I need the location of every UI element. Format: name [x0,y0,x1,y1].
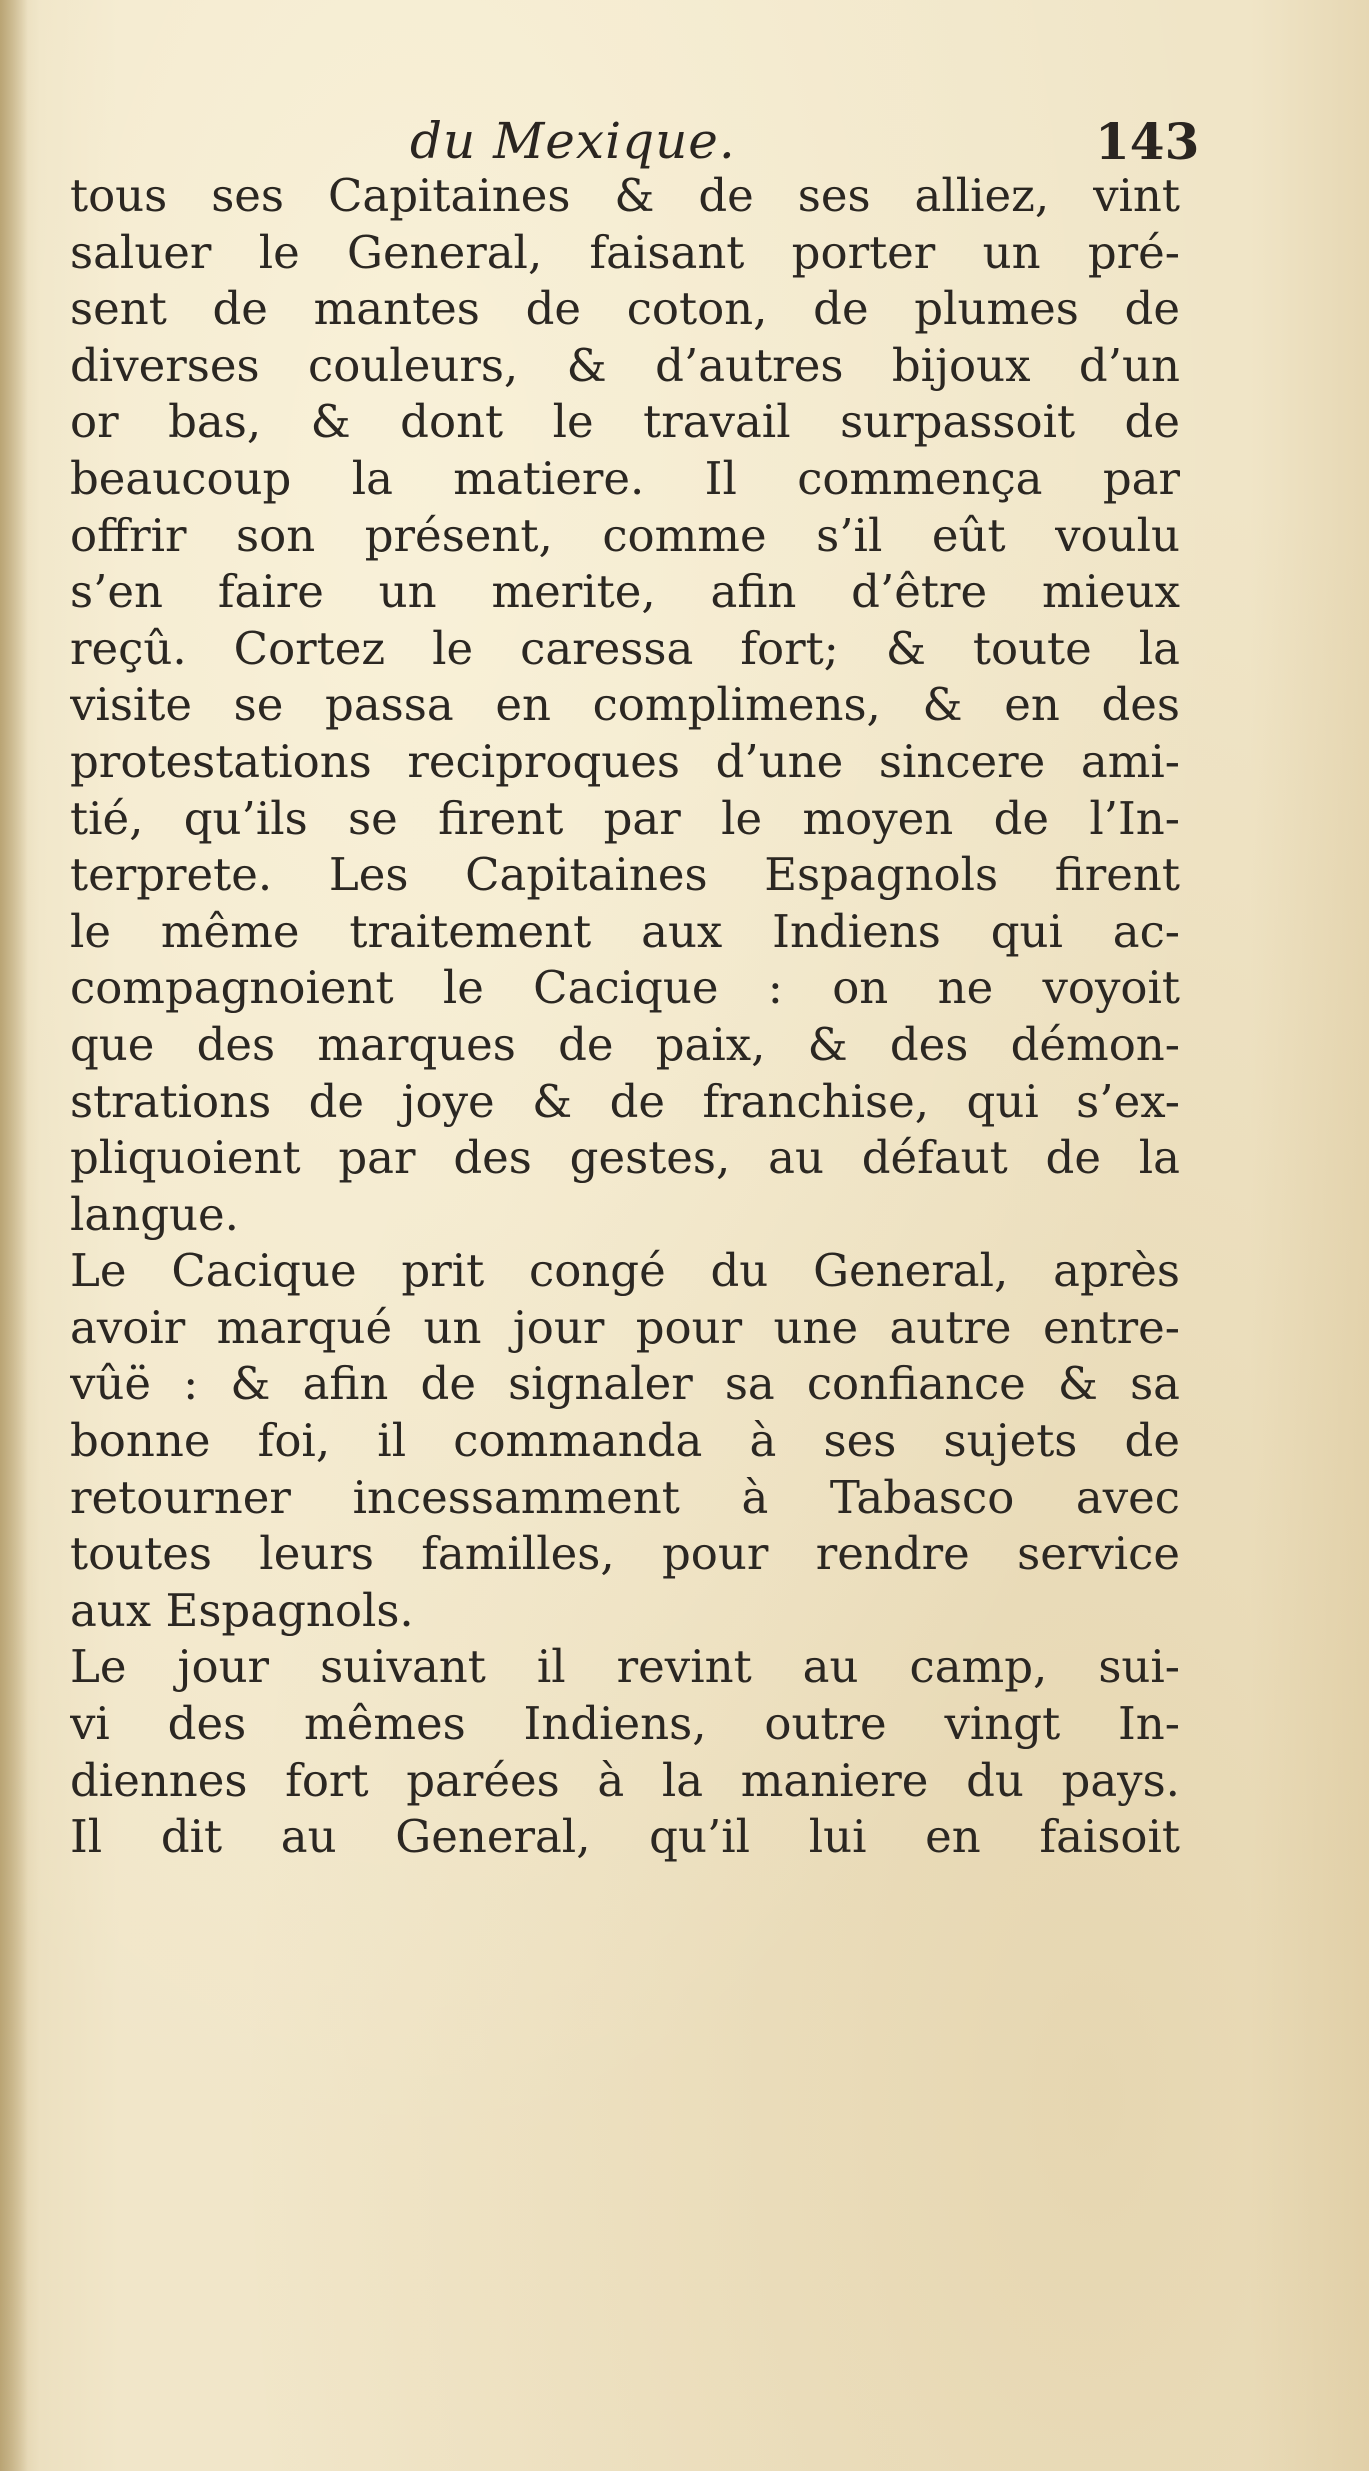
text-line: reçû. Cortez le caressa fort; & toute la [70,621,1180,675]
text-line: retourner incessamment à Tabasco avec [70,1470,1180,1524]
text-line: Il dit au General, qu’il lui en faisoit [70,1810,1180,1864]
text-line: diverses couleurs, & d’autres bijoux d’un [70,338,1180,392]
text-line: strations de joye & de franchise, qui s’ex- [70,1074,1180,1128]
body-text [70,168,1180,1866]
text-line: protestations reciproques d’une sincere ami- [70,734,1180,788]
page-number: 143 [1095,112,1200,171]
text-line: pliquoient par des gestes, au défaut de la [70,1131,1180,1185]
text-line: s’en faire un merite, afin d’être mieux [70,565,1180,619]
text-line: avoir marqué un jour pour une autre entre- [70,1300,1180,1354]
text-line: toutes leurs familles, pour rendre service [70,1527,1180,1581]
text-line: offrir son présent, comme s’il eût voulu [70,508,1180,562]
text-line: terprete. Les Capitaines Espagnols firent [70,848,1180,902]
text-line: Le jour suivant il revint au camp, sui- [70,1640,1180,1694]
text-line: le même traitement aux Indiens qui ac- [70,904,1180,958]
text-line: visite se passa en complimens, & en des [70,678,1180,732]
text-line: beaucoup la matiere. Il commença par [70,451,1180,505]
text-line: que des marques de paix, & des démon- [70,1017,1180,1071]
text-line: vi des mêmes Indiens, outre vingt In- [70,1697,1180,1751]
text-line: sent de mantes de coton, de plumes de [70,282,1180,336]
running-title: du Mexique. [410,112,736,170]
text-line-paragraph-end: aux Espagnols. [70,1583,414,1637]
text-line: Le Cacique prit congé du General, après [70,1244,1180,1298]
page-gutter-shadow [0,0,28,2471]
text-line: bonne foi, il commanda à ses sujets de [70,1414,1180,1468]
text-line: or bas, & dont le travail surpassoit de [70,395,1180,449]
text-line: tous ses Capitaines & de ses alliez, vint [70,169,1180,222]
text-line: vûë : & afin de signaler sa confiance & sa [70,1357,1180,1411]
text-line: saluer le General, faisant porter un pré- [70,225,1180,279]
text-line: tié, qu’ils se firent par le moyen de l’In- [70,791,1180,845]
text-line-paragraph-end: langue. [70,1187,239,1241]
text-line: compagnoient le Cacique : on ne voyoit [70,961,1180,1015]
text-line: diennes fort parées à la maniere du pays. [70,1753,1180,1807]
